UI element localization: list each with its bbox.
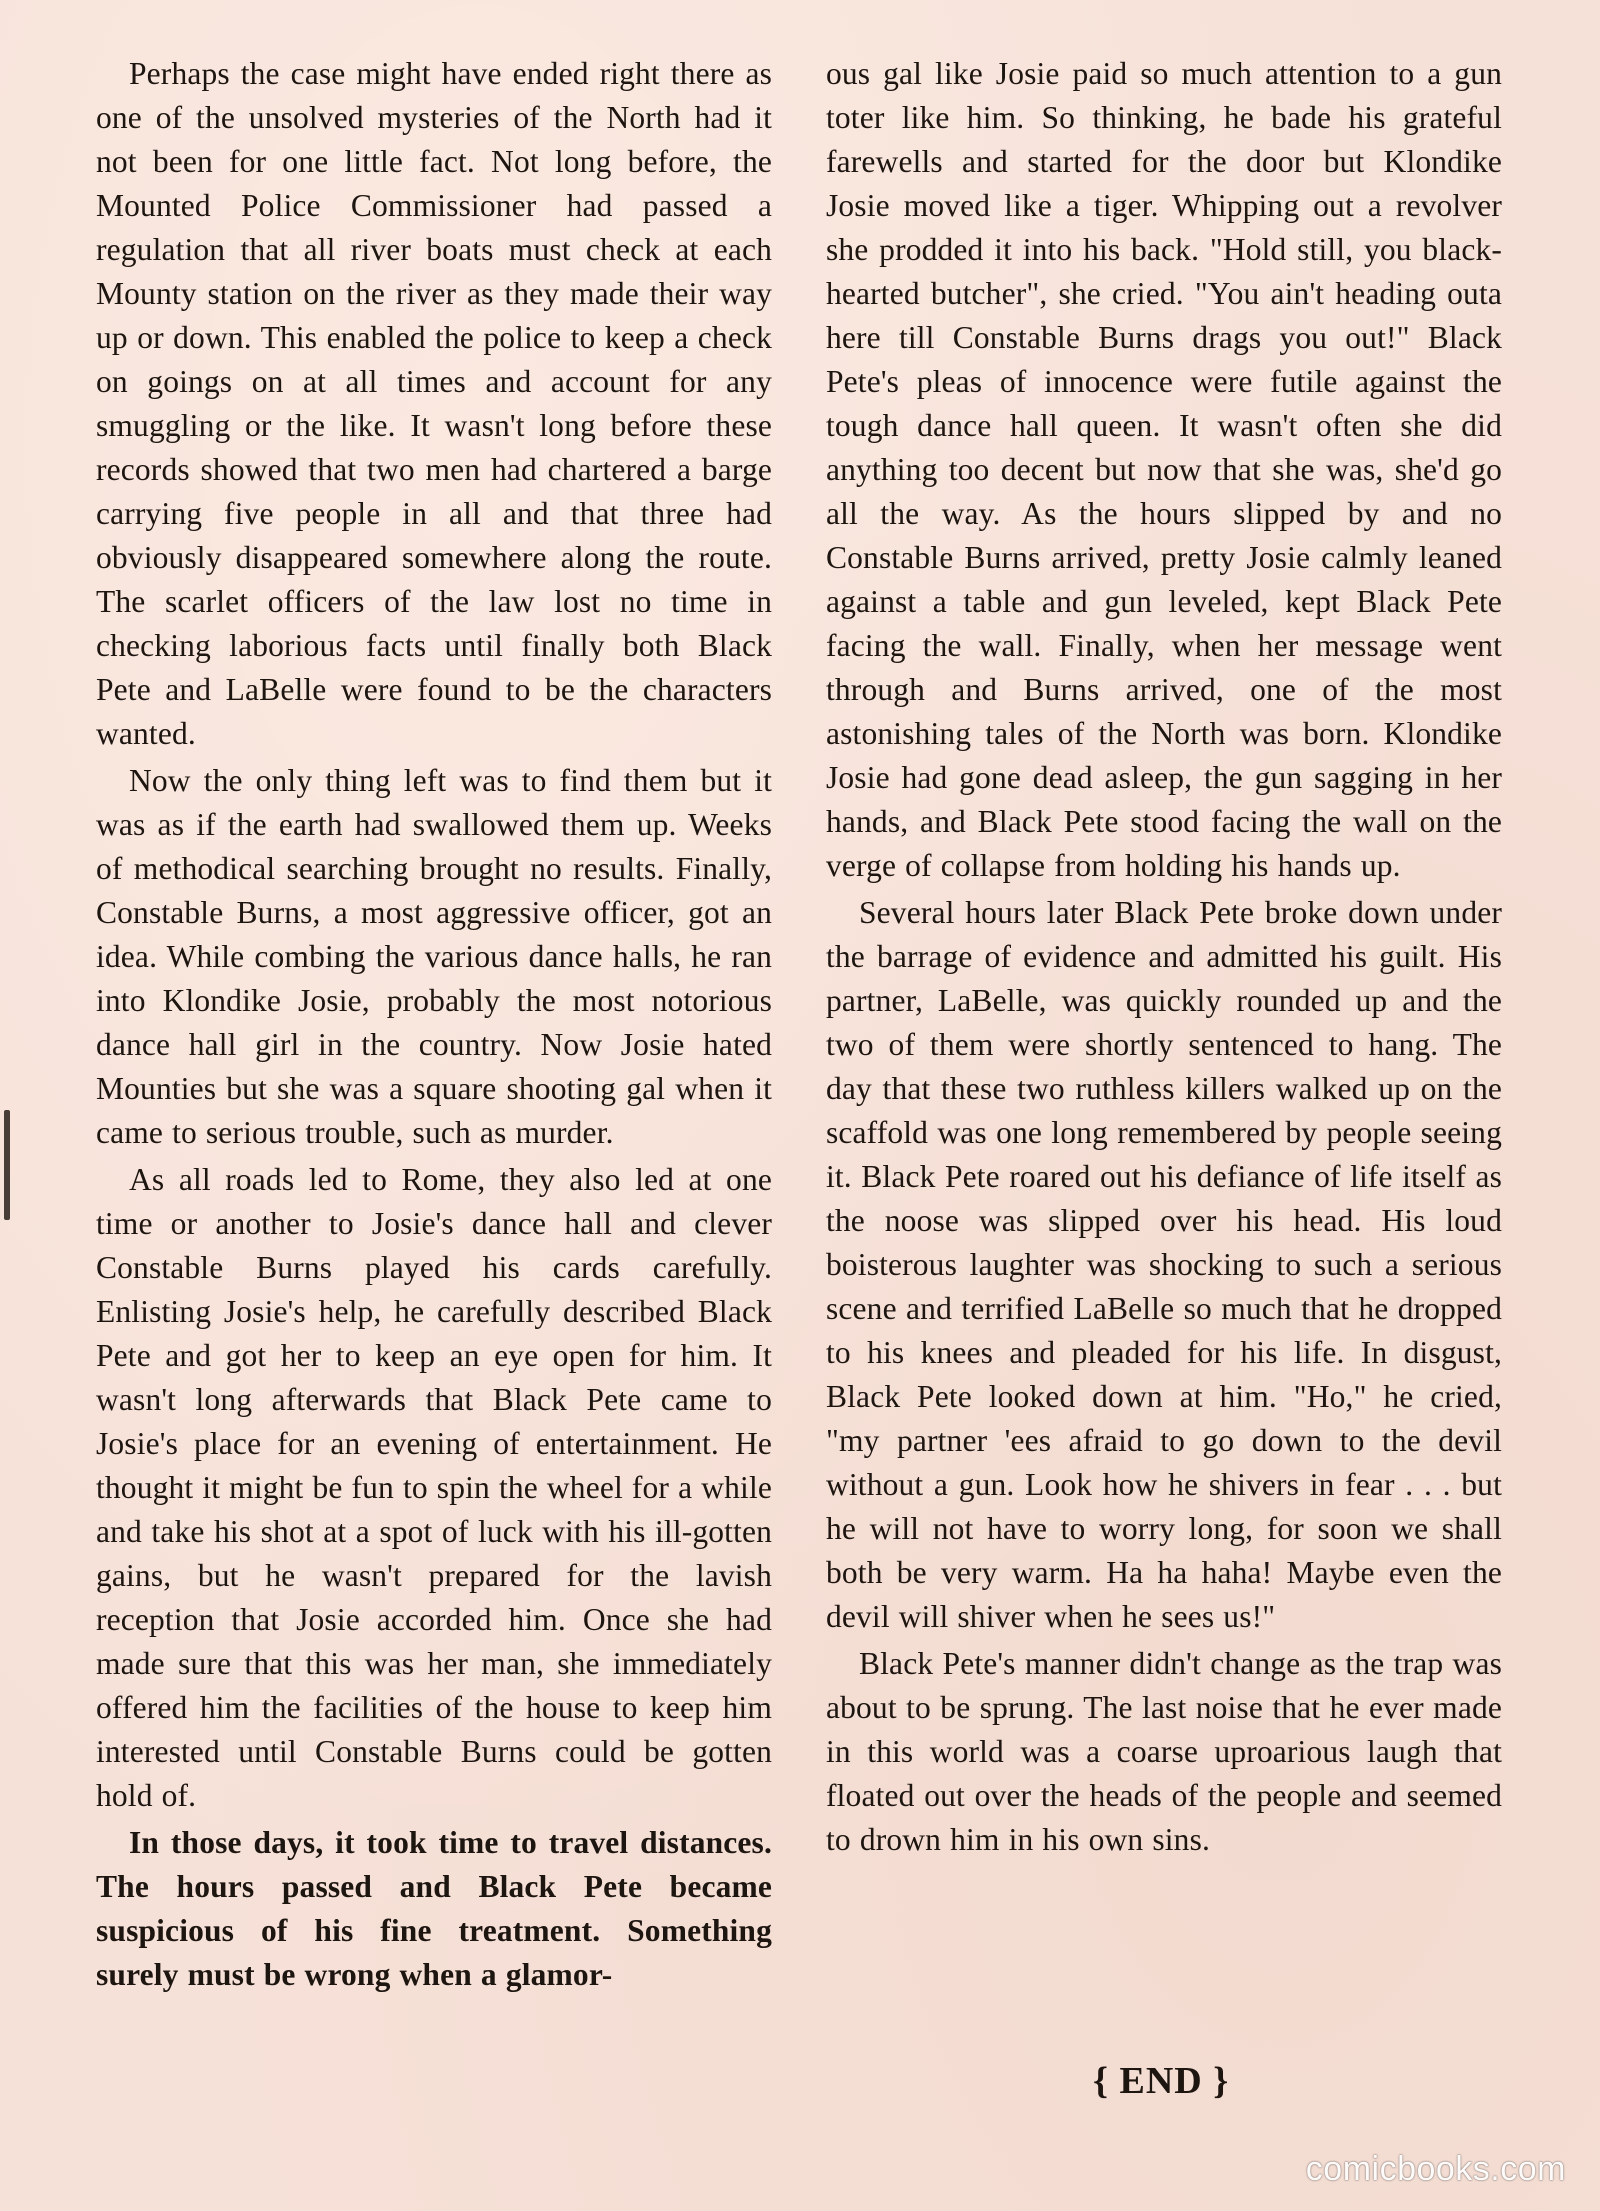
right-text-column bbox=[826, 52, 1502, 1862]
end-marker: { END } bbox=[1093, 2060, 1230, 2102]
paragraph: Now the only thing left was to find them but it was as if the earth had swallowed them up. Weeks of methodical searching brought no results. Finally, Constable Burns, a most aggressive officer, got an idea. While combing the various dance halls, he ran into Klondike Josie, probably the most notorious dance hall girl in the country. Now Josie hated Mounties but she was a square shooting gal when it came to serious trouble, such as murder. bbox=[96, 763, 772, 1150]
left-text-column bbox=[96, 52, 772, 1997]
paragraph: In those days, it took time to travel distances. The hours passed and Black Pete became suspicious of his fine treatment. Something surely must be wrong when a glamor- bbox=[96, 1825, 772, 1992]
paragraph: Perhaps the case might have ended right there as one of the unsolved mysteries of the North had it not been for one little fact. Not long before, the Mounted Police Commissioner had passed a regulation that all river boats must check at each Mounty station on the river as they made their way up or down. This enabled the police to keep a check on goings on at all times and account for any smuggling or the like. It wasn't long before these records showed that two men had chartered a barge carrying five people in all and that three had obviously disappeared somewhere along the route. The scarlet officers of the law lost no time in checking laborious facts until finally both Black Pete and LaBelle were found to be the characters wanted. bbox=[96, 56, 772, 751]
site-watermark: comicbooks.com bbox=[1305, 2150, 1566, 2188]
paragraph: As all roads led to Rome, they also led at one time or another to Josie's dance hall and clever Constable Burns played his cards carefully. Enlisting Josie's help, he carefully described Black Pete and got her to keep an eye open for him. It wasn't long afterwards that Black Pete came to Josie's place for an evening of entertainment. He thought it might be fun to spin the wheel for a while and take his shot at a spot of luck with his ill-gotten gains, but he wasn't prepared for the lavish reception that Josie accorded him. Once she had made sure that this was her man, she immediately offered him the facilities of the house to keep him interested until Constable Burns could be gotten hold of. bbox=[96, 1162, 772, 1813]
paragraph: ous gal like Josie paid so much attention to a gun toter like him. So thinking, he bade his grateful farewells and started for the door but Klondike Josie moved like a tiger. Whipping out a revolver she prodded it into his back. "Hold still, you black-hearted butcher", she cried. "You ain't heading outa here till Constable Burns drags you out!" Black Pete's pleas of innocence were futile against the tough dance hall queen. It wasn't often she did anything too decent but now that she was, she'd go all the way. As the hours slipped by and no Constable Burns arrived, pretty Josie calmly leaned against a table and gun leveled, kept Black Pete facing the wall. Finally, when her message went through and Burns arrived, one of the most astonishing tales of the North was born. Klondike Josie had gone dead asleep, the gun sagging in her hands, and Black Pete stood facing the wall on the verge of collapse from holding his hands up. bbox=[826, 56, 1502, 883]
binding-edge-mark bbox=[4, 1110, 10, 1220]
paragraph: Black Pete's manner didn't change as the trap was about to be sprung. The last noise that he ever made in this world was a coarse uproarious laugh that floated out over the heads of the people and seemed to drown him in his own sins. bbox=[826, 1646, 1502, 1857]
paragraph: Several hours later Black Pete broke down under the barrage of evidence and admitted his guilt. His partner, LaBelle, was quickly rounded up and the two of them were shortly sentenced to hang. The day that these two ruthless killers walked up on the scaffold was one long remembered by people seeing it. Black Pete roared out his defiance of life itself as the noose was slipped over his head. His loud boisterous laughter was shocking to such a serious scene and terrified LaBelle so much that he dropped to his knees and pleaded for his life. In disgust, Black Pete looked down at him. "Ho," he cried, "my partner 'ees afraid to go down to the devil without a gun. Look how he shivers in fear . . . but he will not have to worry long, for soon we shall both be very warm. Ha ha haha! Maybe even the devil will shiver when he sees us!" bbox=[826, 895, 1502, 1634]
